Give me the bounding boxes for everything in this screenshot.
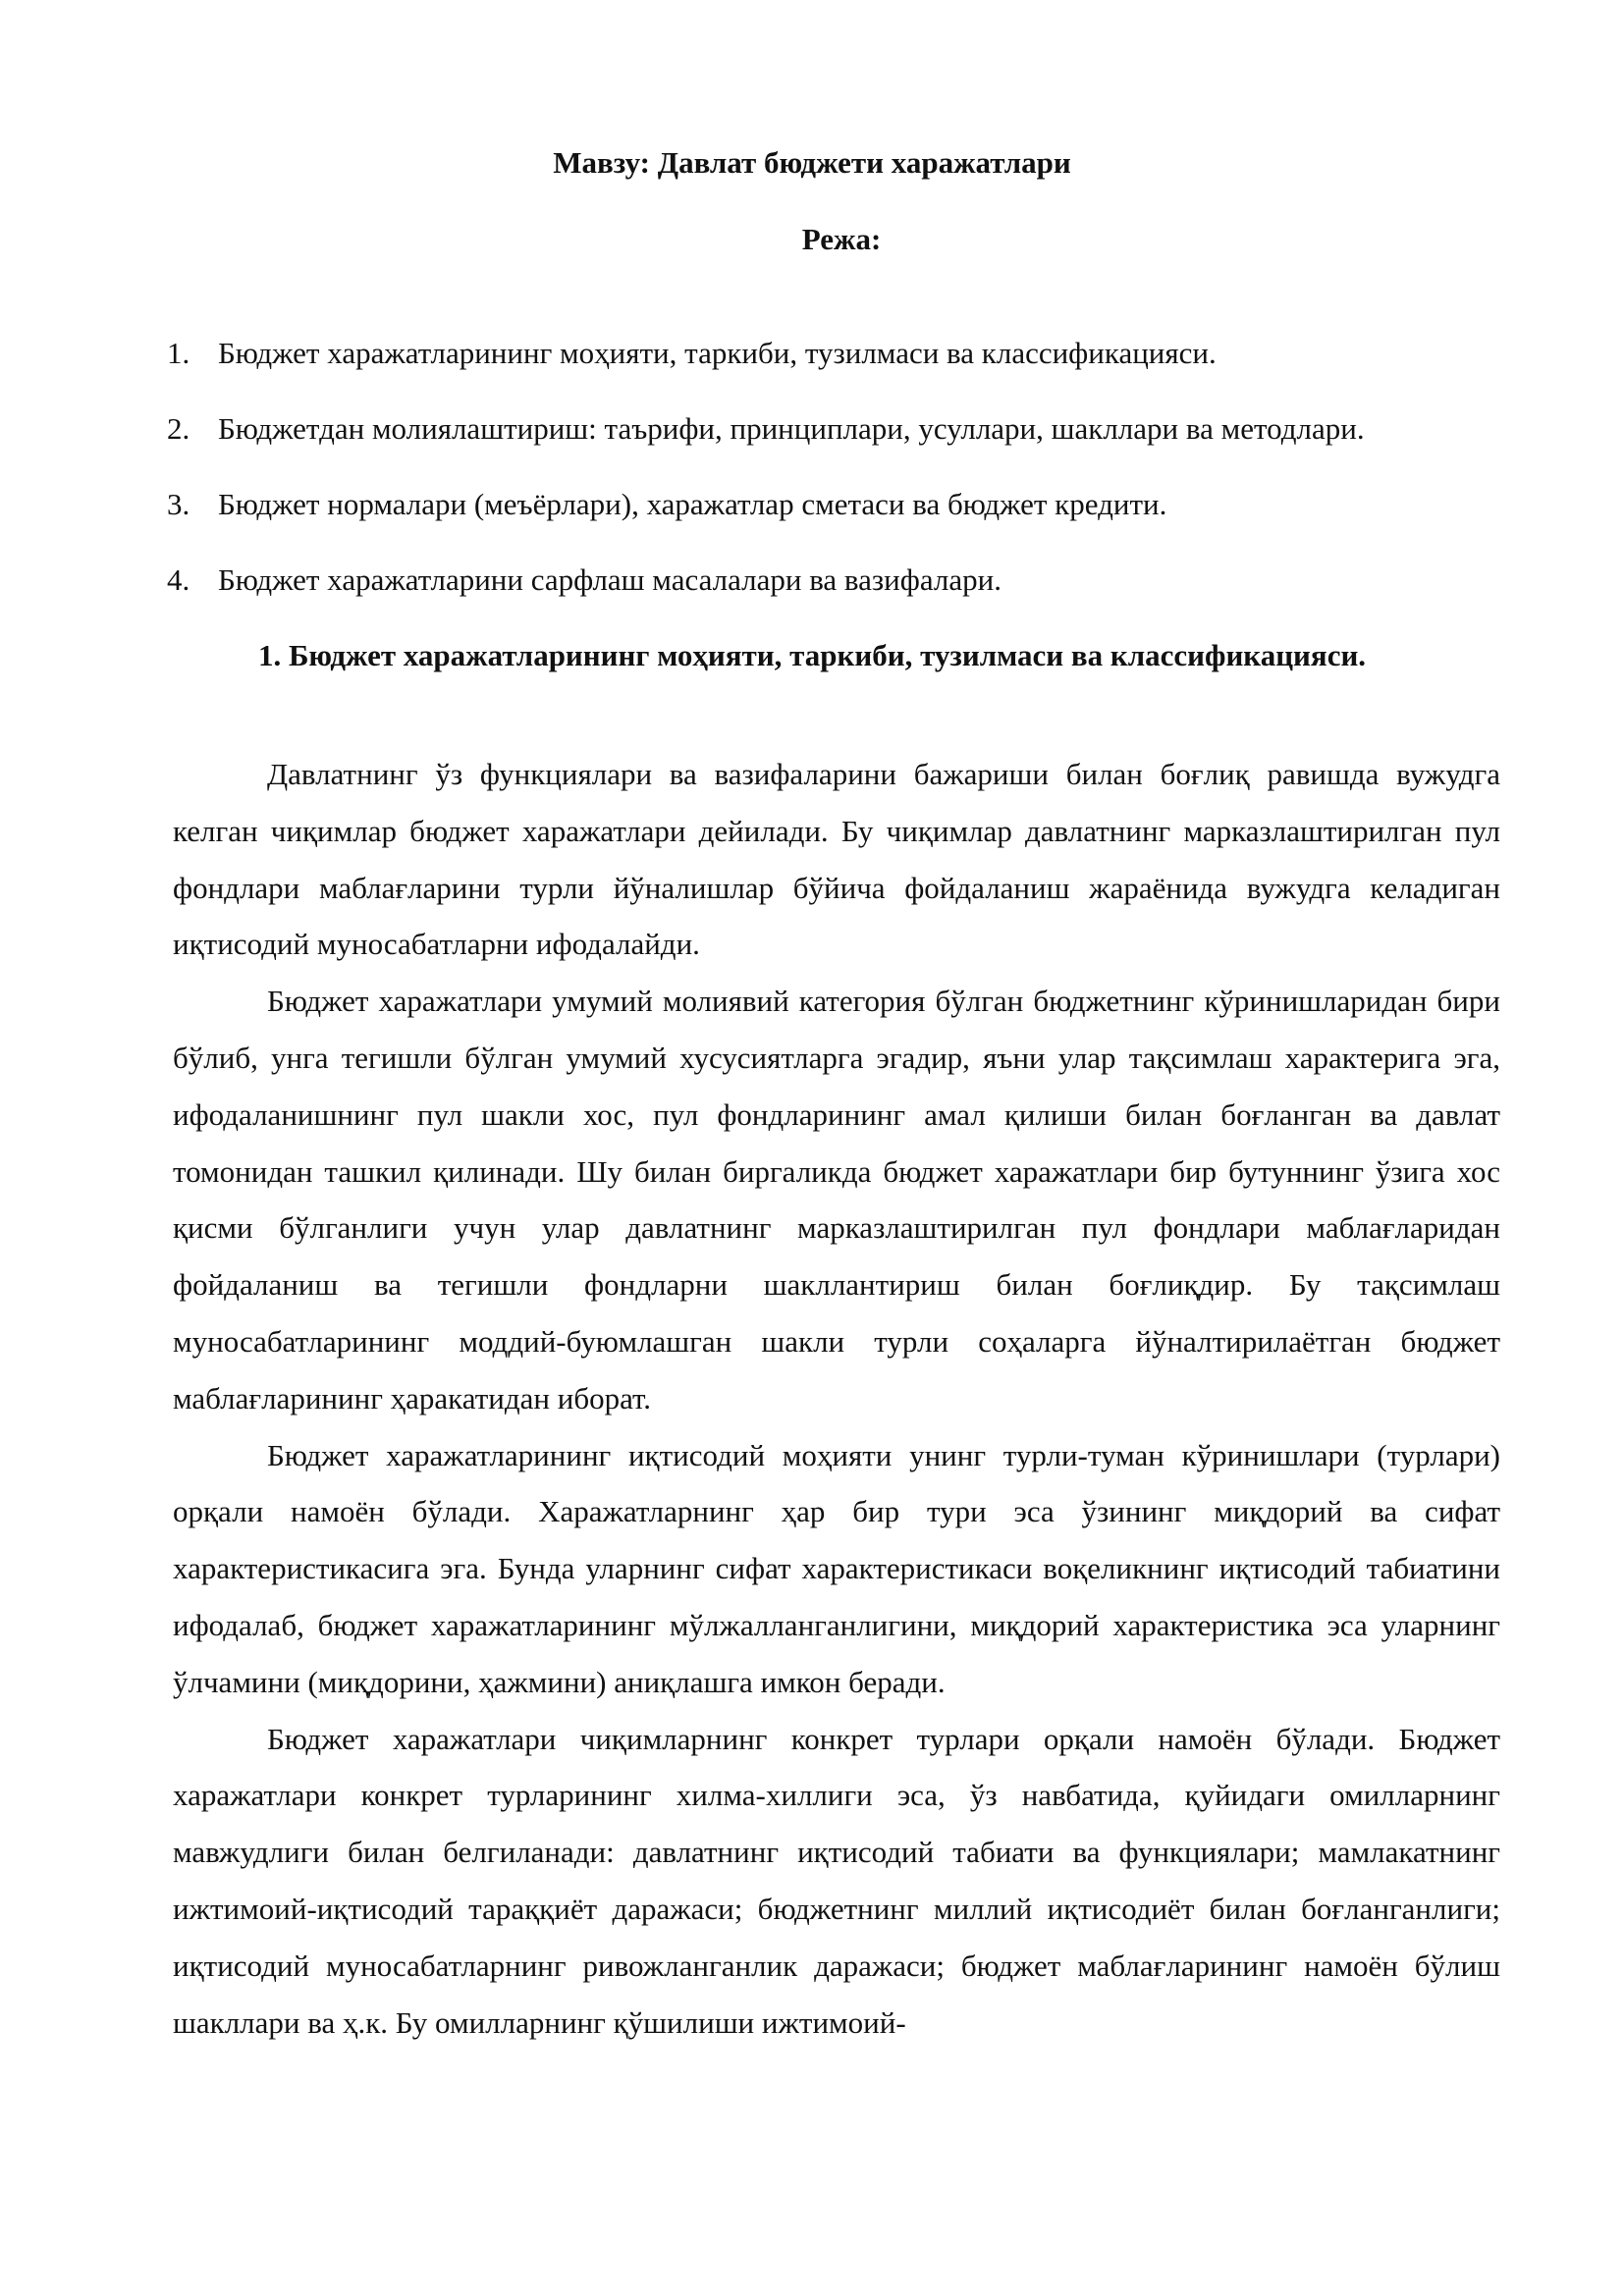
body-text bbox=[173, 746, 1500, 2051]
section-heading: 1. Бюджет харажатларининг моҳияти, таркиби, тузилмаси ва классификацияси. bbox=[257, 638, 1367, 672]
plan-list bbox=[167, 334, 1542, 636]
document-title: Мавзу: Давлат бюджети харажатлари bbox=[553, 145, 1071, 180]
plan-item-text: Бюджет харажатларининг моҳияти, таркиби, тузилмаси ва классификацияси. bbox=[218, 336, 1217, 370]
plan-item bbox=[167, 485, 1542, 561]
paragraph: Бюджет харажатларининг иқтисодий моҳияти унинг турли-туман кўринишлари (турлари) орқали намоён бўлади. Харажатларнинг ҳар бир тури эса ўзининг миқдорий ва сифат характеристикасига эга. Бунда уларнинг сифат характеристикаси воқеликнинг иқтисодий табиатини ифодалаб, бюджет харажатларининг мўлжалланганлигини, миқдорий характеристика эса уларнинг ўлчамини (миқдорини, ҳажмини) аниқлашга имкон беради. bbox=[173, 1437, 1500, 1699]
plan-heading: Режа: bbox=[801, 222, 882, 256]
plan-item-number: 2. bbox=[167, 411, 190, 446]
plan-item-text: Бюджет нормалари (меъёрлари), харажатлар сметаси ва бюджет кредити. bbox=[218, 487, 1167, 521]
plan-item-number: 1. bbox=[167, 336, 190, 370]
plan-item-number: 4. bbox=[167, 562, 190, 597]
paragraph: Давлатнинг ўз функциялари ва вазифаларини бажариши билан боғлиқ равишда вужудга келган чиқимлар бюджет харажатлари дейилади. Бу чиқимлар давлатнинг марказлаштирилган пул фондлари маблағларини турли йўналишлар бўйича фойдаланиш жараёнида вужудга келадиган иқтисодий муносабатларни ифодалайди. bbox=[173, 757, 1500, 962]
plan-item-text: Бюджет харажатларини сарфлаш масалалари ва вазифалари. bbox=[218, 562, 1001, 597]
plan-item bbox=[167, 409, 1542, 485]
plan-item-number: 3. bbox=[167, 487, 190, 521]
plan-item-text: Бюджетдан молиялаштириш: таърифи, принциплари, усуллари, шакллари ва методлари. bbox=[218, 411, 1365, 446]
paragraph: Бюджет харажатлари чиқимларнинг конкрет турлари орқали намоён бўлади. Бюджет харажатлари конкрет турларининг хилма-хиллиги эса, ўз навбатида, қуйидаги омилларнинг мавжудлиги билан белгиланади: давлатнинг иқтисодий табиати ва функциялари; мамлакатнинг ижтимоий-иқтисодий тараққиёт даражаси; бюджетнинг миллий иқтисодиёт билан боғланганлиги; иқтисодий муносабатларнинг ривожланганлик даражаси; бюджет маблағларининг намоён бўлиш шакллари ва ҳ.к. Бу омилларнинг қўшилиши ижтимоий- bbox=[173, 1721, 1500, 2040]
plan-item bbox=[167, 561, 1542, 636]
plan-item bbox=[167, 334, 1542, 409]
paragraph: Бюджет харажатлари умумий молиявий категория бўлган бюджетнинг кўринишларидан бири бўлиб, унга тегишли бўлган умумий хусусиятларга эгадир, яъни улар тақсимлаш характерига эга, ифодаланишнинг пул шакли хос, пул фондларининг амал қилиши билан боғланган ва давлат томонидан ташкил қилинади. Шу билан биргаликда бюджет харажатлари бир бутуннинг ўзига хос қисми бўлганлиги учун улар давлатнинг марказлаштирилган пул фондлари маблағларидан фойдаланиш ва тегишли фондларни шакллантириш билан боғлиқдир. Бу тақсимлаш муносабатларининг моддий-буюмлашган шакли турли соҳаларга йўналтирилаётган бюджет маблағларининг ҳаракатидан иборат. bbox=[173, 984, 1500, 1415]
